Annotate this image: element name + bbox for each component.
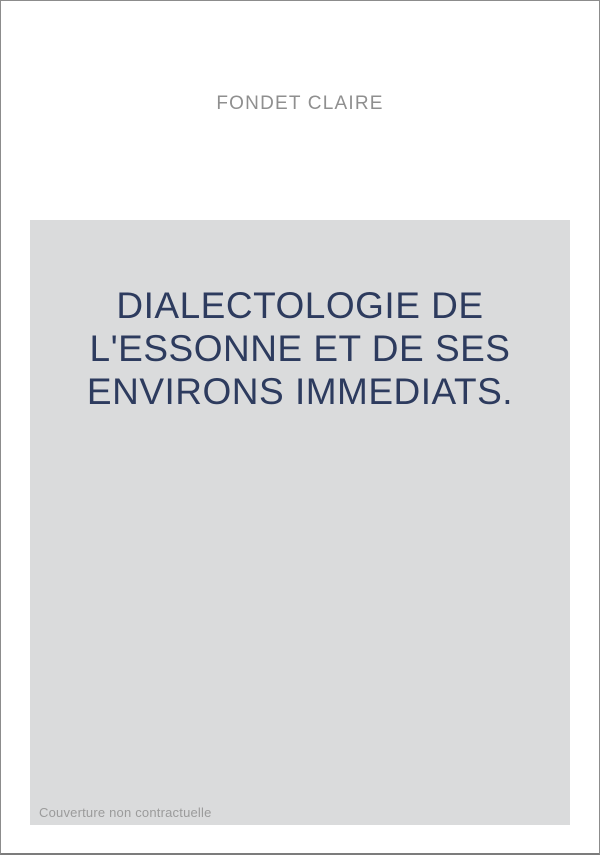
book-title [30,220,570,413]
book-title-line-3: ENVIRONS IMMEDIATS. [86,371,514,412]
cover-placeholder-box [30,220,570,825]
cover-disclaimer: Couverture non contractuelle [39,805,212,820]
book-title-line-2: L'ESSONNE ET DE SES [89,328,511,369]
book-title-line-1: DIALECTOLOGIE DE [116,285,484,326]
author-name: FONDET CLAIRE [216,93,384,114]
